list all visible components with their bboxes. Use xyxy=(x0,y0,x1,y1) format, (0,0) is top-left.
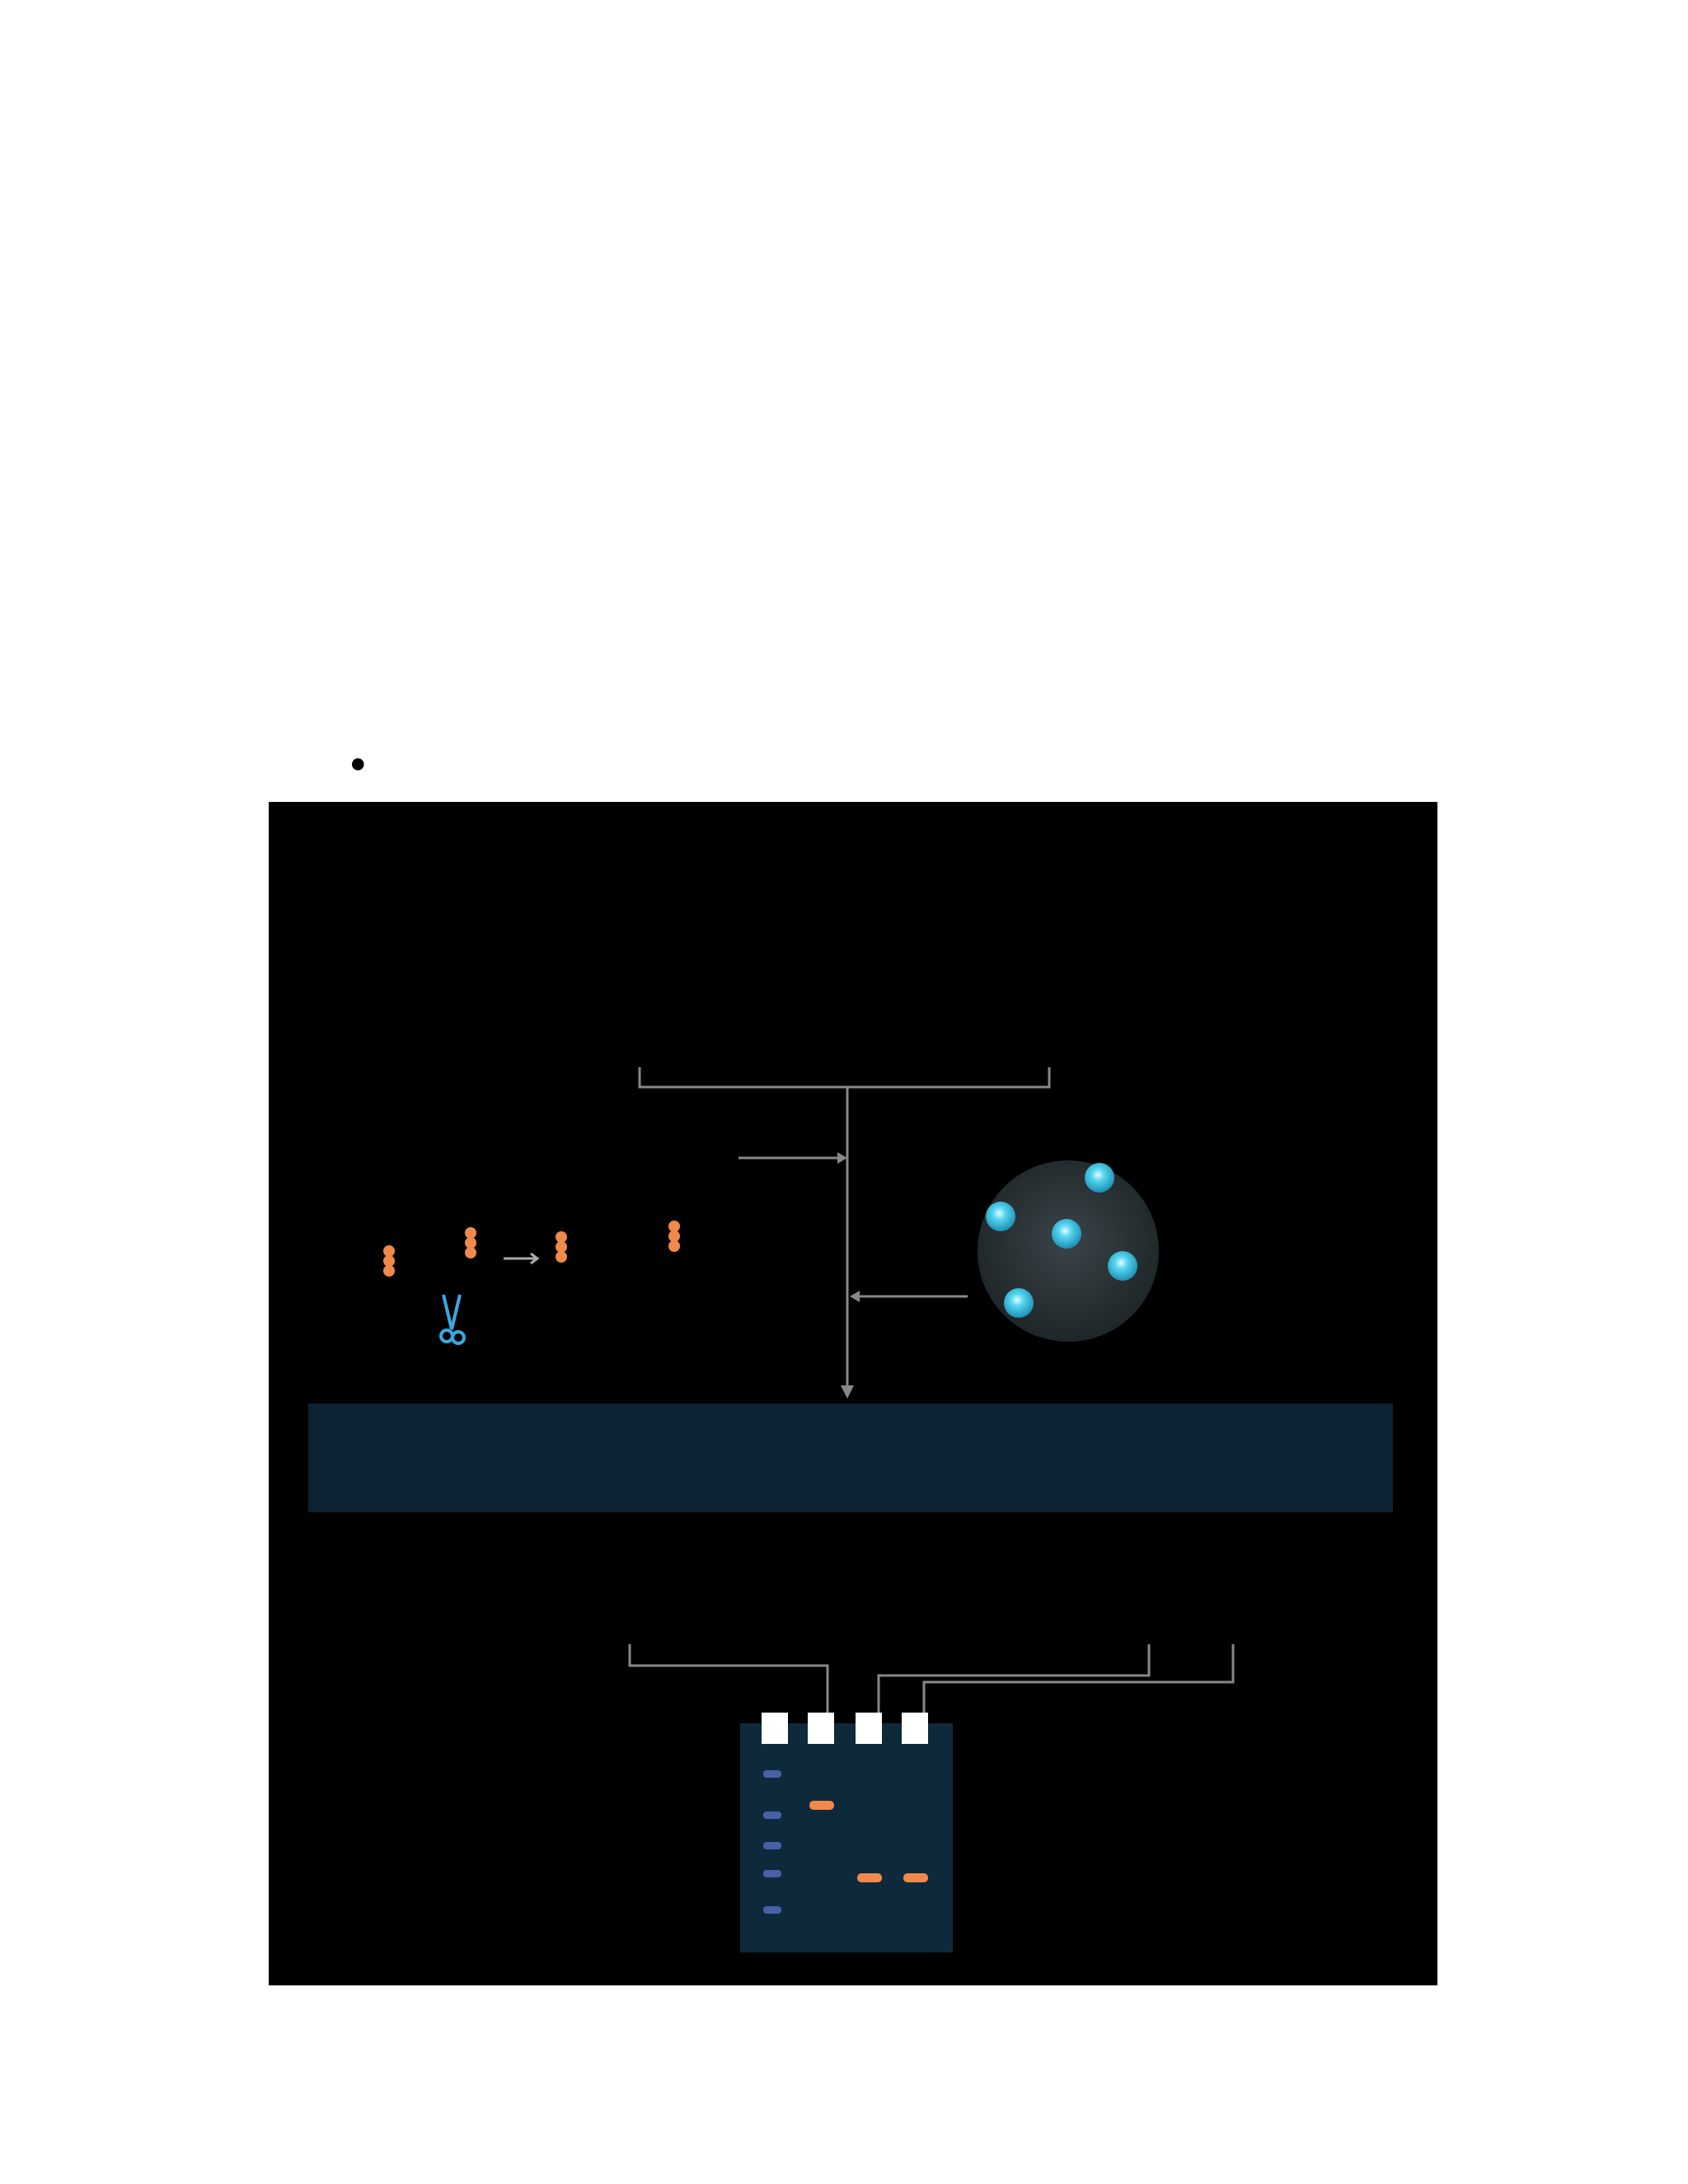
sds-micelle xyxy=(978,1160,1159,1342)
unfolded-banner xyxy=(308,1404,1393,1512)
gel-connectors xyxy=(630,1644,1233,1715)
sds-page-figure xyxy=(269,802,1437,1985)
bullet-icon: ● xyxy=(349,748,367,779)
scissors-icon xyxy=(441,1295,464,1343)
reduction-arrow xyxy=(504,1254,537,1263)
gel-slab xyxy=(740,1723,953,1952)
disulfide-reduction xyxy=(383,1221,680,1277)
